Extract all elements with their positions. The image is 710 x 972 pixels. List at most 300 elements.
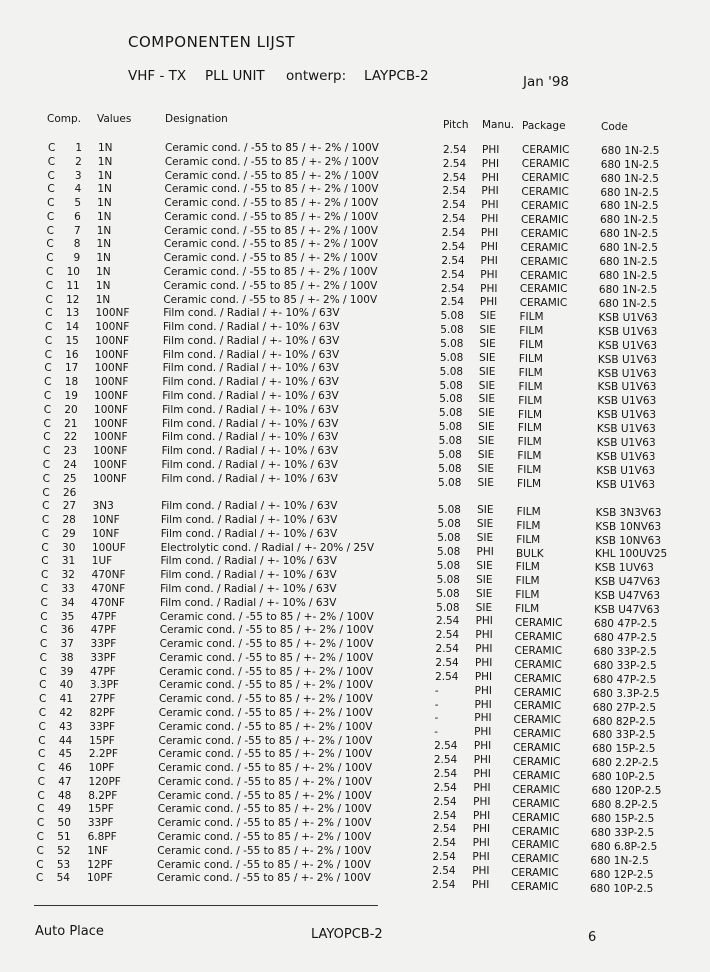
value: 100NF [94, 348, 129, 361]
value: 100NF [94, 390, 129, 403]
value: 2.2PF [88, 748, 118, 761]
designation: Film cond. / Radial / +- 10% / 63V [161, 500, 338, 513]
designation: Film cond. / Radial / +- 10% / 63V [162, 403, 339, 416]
column-header-package: Package [522, 120, 566, 132]
code: KSB U47V63 [594, 576, 661, 589]
comp-prefix: C [41, 555, 49, 568]
value: 6.8PF [87, 831, 117, 843]
manufacturer: PHI [473, 754, 492, 767]
code: 680 33P-2.5 [593, 659, 657, 672]
pitch: 5.08 [436, 559, 461, 572]
comp-prefix: C [46, 252, 54, 265]
designation: Ceramic cond. / -55 to 85 / +- 2% / 100V [164, 224, 378, 237]
package: FILM [517, 422, 542, 435]
comp-prefix: C [36, 844, 44, 857]
package: CERAMIC [512, 811, 560, 824]
comp-prefix: C [42, 472, 50, 485]
code: KHL 100UV25 [594, 548, 668, 561]
package: CERAMIC [521, 172, 570, 185]
designation: Ceramic cond. / -55 to 85 / +- 2% / 100V [158, 775, 372, 788]
comp-prefix: C [44, 376, 52, 389]
comp-number: 28 [62, 514, 76, 527]
column-header-designation: Designation [165, 113, 228, 125]
code: KSB U1V63 [596, 423, 656, 436]
pitch: - [434, 698, 439, 711]
package: CERAMIC [522, 144, 570, 157]
value: 1N [96, 224, 112, 237]
pitch: 5.08 [439, 393, 463, 406]
manufacturer: SIE [477, 504, 494, 517]
package: CERAMIC [513, 686, 562, 699]
value: 3.3PF [89, 679, 119, 692]
package: FILM [516, 533, 541, 546]
code: 680 1N-2.5 [600, 186, 659, 199]
value: 10PF [88, 762, 115, 775]
value: 47PF [90, 610, 117, 623]
value: 1NF [87, 844, 108, 857]
package: CERAMIC [512, 783, 560, 796]
designation: Film cond. / Radial / +- 10% / 63V [161, 445, 339, 458]
designation: Ceramic cond. / -55 to 85 / +- 2% / 100V [164, 210, 379, 223]
comp-number: 38 [60, 651, 74, 664]
designation: Ceramic cond. / -55 to 85 / +- 2% / 100V [157, 789, 372, 802]
manufacturer: PHI [472, 865, 490, 878]
comp-prefix: C [40, 596, 48, 609]
pitch: 2.54 [432, 837, 456, 850]
package: CERAMIC [512, 769, 561, 782]
package: FILM [518, 408, 543, 421]
value: 470NF [91, 596, 126, 609]
manufacturer: PHI [480, 254, 498, 267]
designation: Ceramic cond. / -55 to 85 / +- 2% / 100V [163, 293, 378, 306]
comp-number: 22 [63, 431, 78, 444]
manufacturer: SIE [478, 421, 495, 434]
code: KSB U1V63 [596, 437, 656, 450]
value: 1N [98, 142, 113, 154]
value: 100NF [94, 403, 128, 416]
designation: Film cond. / Radial / +- 10% / 63V [160, 569, 337, 582]
pitch: 2.54 [432, 878, 456, 891]
manufacturer: PHI [472, 851, 490, 864]
comp-prefix: C [42, 458, 51, 471]
comp-number: 50 [57, 817, 71, 830]
comp-number: 15 [65, 334, 79, 347]
pitch: 2.54 [435, 670, 459, 683]
code: KSB 10NV63 [595, 534, 662, 547]
manufacturer: PHI [473, 767, 491, 780]
pitch: 2.54 [432, 823, 457, 836]
pitch: 2.54 [433, 809, 457, 822]
pitch: 2.54 [443, 143, 467, 156]
designation: Ceramic cond. / -55 to 85 / +- 2% / 100V [158, 734, 373, 747]
value: 10NF [92, 514, 120, 527]
comp-number: 23 [63, 445, 78, 458]
manufacturer: SIE [476, 518, 494, 531]
value: 100NF [93, 458, 128, 471]
comp-number: 2 [75, 155, 82, 168]
value: 470NF [91, 569, 126, 582]
comp-number: 18 [64, 376, 79, 389]
manufacturer: PHI [481, 213, 499, 226]
comp-number: 43 [59, 720, 73, 733]
package: CERAMIC [511, 853, 559, 866]
comp-prefix: C [38, 734, 46, 747]
code: 680 33P-2.5 [593, 645, 657, 658]
designation: Ceramic cond. / -55 to 85 / +- 2% / 100V [164, 155, 379, 168]
code: 680 2.2P-2.5 [591, 757, 659, 770]
comp-number: 6 [74, 210, 81, 223]
comp-number: 42 [59, 706, 73, 719]
comp-prefix: C [39, 651, 47, 664]
manufacturer: SIE [479, 337, 496, 350]
code: 680 1N-2.5 [590, 854, 649, 867]
code: 680 47P-2.5 [593, 618, 658, 631]
value: 100NF [93, 472, 127, 485]
comp-prefix: C [47, 169, 55, 182]
pitch: 5.08 [440, 310, 464, 323]
manufacturer: PHI [474, 670, 493, 683]
code: 680 33P-2.5 [592, 729, 656, 742]
comp-number: 35 [60, 610, 75, 623]
manufacturer: SIE [476, 573, 493, 586]
designation: Film cond. / Radial / +- 10% / 63V [162, 376, 339, 389]
comp-prefix: C [45, 293, 53, 306]
manufacturer: PHI [481, 171, 499, 184]
designation: Ceramic cond. / -55 to 85 / +- 2% / 100V [159, 624, 374, 637]
manufacturer: SIE [478, 379, 496, 392]
manufacturer: SIE [477, 476, 494, 489]
designation: Film cond. / Radial / +- 10% / 63V [163, 307, 340, 320]
package: CERAMIC [513, 742, 561, 755]
designation: Film cond. / Radial / +- 10% / 63V [162, 362, 339, 375]
code: 680 8.2P-2.5 [591, 799, 658, 812]
comp-prefix: C [40, 610, 48, 623]
designation: Film cond. / Radial / +- 10% / 63V [160, 527, 338, 540]
pitch: 5.08 [438, 421, 463, 434]
comp-number: 37 [60, 638, 74, 651]
column-header-manu: Manu. [482, 119, 515, 131]
manufacturer: SIE [478, 393, 495, 406]
package: FILM [518, 366, 543, 379]
package: CERAMIC [519, 283, 568, 296]
designation: Ceramic cond. / -55 to 85 / +- 2% / 100V [164, 169, 379, 182]
code: KSB U1V63 [597, 367, 657, 380]
manufacturer: PHI [472, 823, 491, 836]
value: 27PF [89, 693, 116, 706]
manufacturer: PHI [474, 726, 492, 739]
comp-number: 4 [74, 183, 82, 196]
comp-number: 29 [62, 527, 76, 540]
value: 33PF [87, 817, 114, 830]
manufacturer: PHI [473, 740, 492, 753]
pitch: 2.54 [441, 254, 465, 267]
manufacturer: PHI [472, 837, 490, 850]
comp-prefix: C [39, 679, 47, 692]
manufacturer: SIE [477, 462, 495, 475]
manufacturer: PHI [480, 227, 499, 240]
comp-prefix: C [45, 321, 53, 334]
comp-prefix: C [41, 514, 50, 527]
package: FILM [519, 339, 544, 351]
code: 680 12P-2.5 [590, 868, 654, 881]
comp-prefix: C [36, 872, 44, 885]
package: CERAMIC [520, 255, 568, 268]
pitch: 5.08 [439, 365, 464, 378]
code: 680 1N-2.5 [598, 297, 658, 310]
comp-prefix: C [43, 445, 51, 458]
comp-prefix: C [37, 775, 45, 788]
package: FILM [518, 394, 543, 407]
code: 680 3.3P-2.5 [592, 687, 660, 700]
manufacturer: PHI [475, 656, 493, 669]
pitch: 2.54 [433, 754, 458, 767]
pitch: 5.08 [439, 351, 464, 364]
code: KSB U1V63 [598, 339, 658, 352]
package: BULK [515, 547, 544, 560]
package: FILM [515, 561, 540, 574]
comp-number: 5 [74, 197, 82, 210]
pitch: 2.54 [435, 629, 460, 642]
designation: Ceramic cond. / -55 to 85 / +- 2% / 100V [157, 872, 371, 885]
manufacturer: PHI [480, 282, 498, 295]
value: 8.2PF [88, 789, 118, 802]
code: 680 15P-2.5 [591, 812, 655, 825]
comp-number: 17 [65, 362, 79, 375]
manufacturer: PHI [482, 143, 500, 156]
comp-number: 49 [57, 803, 72, 816]
pitch: 5.08 [438, 476, 462, 489]
designation: Ceramic cond. / -55 to 85 / +- 2% / 100V [159, 610, 374, 623]
pitch: 5.08 [438, 462, 462, 475]
comp-prefix: C [43, 431, 51, 444]
package: CERAMIC [512, 756, 561, 768]
pitch: 5.08 [440, 324, 464, 337]
comp-prefix: C [39, 665, 47, 678]
code: 680 1N-2.5 [599, 270, 658, 283]
package: FILM [516, 519, 541, 532]
value: 1N [96, 210, 112, 223]
comp-prefix: C [40, 569, 49, 582]
code: 680 1N-2.5 [599, 256, 658, 269]
package: FILM [517, 478, 542, 490]
package: FILM [516, 505, 541, 518]
designation: Ceramic cond. / -55 to 85 / +- 2% / 100V [157, 817, 372, 830]
pitch: 2.54 [434, 740, 458, 753]
package: CERAMIC [511, 867, 559, 880]
package: FILM [515, 589, 540, 602]
comp-number: 39 [60, 665, 74, 678]
designation: Film cond. / Radial / +- 10% / 63V [161, 458, 338, 471]
manufacturer: PHI [473, 781, 491, 794]
code: 680 1N-2.5 [600, 158, 660, 171]
code: 680 1N-2.5 [600, 172, 659, 185]
manufacturer: PHI [481, 199, 499, 212]
pitch: 5.08 [436, 601, 460, 614]
manufacturer: SIE [478, 407, 495, 420]
page-title: COMPONENTEN LIJST [128, 33, 296, 51]
designation: Film cond. / Radial / +- 10% / 63V [160, 596, 337, 609]
comp-number: 34 [61, 596, 75, 609]
document-date: Jan '98 [523, 74, 569, 90]
designation: Ceramic cond. / -55 to 85 / +- 2% / 100V [158, 720, 373, 733]
comp-number: 44 [58, 734, 73, 747]
designation: Ceramic cond. / -55 to 85 / +- 2% / 100V [158, 748, 373, 761]
comp-number: 48 [57, 789, 72, 802]
manufacturer: PHI [474, 684, 492, 697]
package: CERAMIC [521, 186, 569, 199]
pitch: 2.54 [433, 781, 457, 794]
comp-number: 26 [62, 486, 77, 499]
code: KSB U1V63 [596, 451, 656, 464]
value: 1N [97, 169, 113, 182]
comp-prefix: C [40, 582, 49, 595]
manufacturer: PHI [475, 629, 493, 642]
column-header-pitch: Pitch [443, 119, 469, 131]
manufacturer: PHI [475, 643, 493, 656]
manufacturer: PHI [479, 296, 498, 309]
package: CERAMIC [513, 728, 561, 741]
pitch: 5.08 [439, 379, 463, 392]
manufacturer: PHI [474, 712, 492, 725]
comp-number: 9 [73, 252, 81, 265]
value: 33PF [90, 638, 117, 651]
value: 100NF [94, 376, 129, 389]
code: 680 82P-2.5 [592, 715, 656, 728]
designation: Ceramic cond. / -55 to 85 / +- 2% / 100V [157, 831, 372, 843]
comp-prefix: C [38, 693, 47, 706]
designation: Film cond. / Radial / +- 10% / 63V [162, 334, 340, 347]
comp-number: 47 [58, 775, 72, 788]
comp-number: 32 [61, 569, 75, 582]
designation: Ceramic cond. / -55 to 85 / +- 2% / 100V [163, 279, 378, 292]
comp-number: 3 [74, 169, 82, 182]
value: 1N [95, 279, 111, 292]
comp-prefix: C [41, 541, 49, 554]
comp-number: 11 [66, 279, 80, 292]
manufacturer: SIE [478, 435, 495, 448]
value: 100NF [93, 445, 128, 458]
pitch: 5.08 [436, 587, 460, 600]
comp-number: 30 [62, 541, 76, 554]
comp-prefix: C [45, 279, 54, 292]
comp-number: 40 [59, 679, 74, 692]
comp-number: 51 [57, 831, 71, 843]
manufacturer: SIE [479, 351, 496, 364]
designation: Ceramic cond. / -55 to 85 / +- 2% / 100V [164, 197, 379, 210]
manufacturer: PHI [472, 809, 491, 822]
code: 680 1N-2.5 [599, 228, 659, 241]
package: CERAMIC [521, 200, 569, 212]
column-header-comp: Comp. [47, 113, 81, 125]
code: 680 47P-2.5 [593, 632, 658, 644]
designation: Electrolytic cond. / Radial / +- 20% / 25V [160, 541, 375, 554]
comp-number: 53 [56, 858, 71, 871]
code: KSB U47V63 [594, 590, 661, 603]
pitch: 2.54 [435, 656, 459, 669]
designation: Film cond. / Radial / +- 10% / 63V [160, 555, 337, 568]
manufacturer: PHI [480, 268, 498, 281]
code: KSB U47V63 [594, 604, 660, 617]
package: CERAMIC [513, 714, 561, 727]
pitch: 2.54 [442, 171, 466, 184]
package: CERAMIC [520, 269, 568, 282]
comp-prefix: C [43, 403, 52, 416]
package: CERAMIC [514, 617, 563, 629]
code: KSB U1V63 [596, 478, 656, 491]
comp-prefix: C [44, 348, 52, 361]
comp-prefix: C [38, 720, 46, 733]
pitch: 2.54 [432, 865, 456, 878]
comp-prefix: C [38, 748, 46, 761]
comp-prefix: C [43, 417, 51, 430]
pitch: 5.08 [440, 337, 464, 350]
code: 680 47P-2.5 [593, 673, 657, 686]
comp-number: 52 [57, 844, 71, 857]
module-label: PLL UNIT [205, 68, 265, 84]
comp-prefix: C [45, 266, 54, 279]
manufacturer: PHI [481, 185, 499, 198]
manufacturer: SIE [476, 559, 493, 572]
designation: Film cond. / Radial / +- 10% / 63V [163, 321, 340, 334]
value: 12PF [87, 858, 113, 871]
code: 680 33P-2.5 [590, 826, 655, 839]
manufacturer: SIE [477, 448, 495, 461]
code: KSB U1V63 [598, 311, 658, 324]
value: 100NF [95, 307, 130, 320]
comp-number: 46 [58, 762, 72, 775]
value: 1UF [91, 555, 113, 568]
comp-number: 21 [64, 417, 78, 430]
code: KSB 3N3V63 [595, 506, 662, 519]
manufacturer: SIE [475, 601, 493, 614]
comp-prefix: C [43, 390, 52, 403]
comp-prefix: C [41, 527, 49, 540]
comp-number: 1 [75, 142, 82, 154]
pitch: 2.54 [442, 157, 467, 170]
code: KSB U1V63 [597, 381, 657, 394]
pitch: 2.54 [433, 767, 458, 780]
package: CERAMIC [514, 658, 562, 671]
designation: Ceramic cond. / -55 to 85 / +- 2% / 100V [157, 844, 372, 857]
code: 680 1N-2.5 [601, 144, 660, 157]
package: FILM [517, 436, 542, 449]
comp-prefix: C [48, 142, 56, 154]
comp-number: 20 [64, 403, 78, 416]
package: CERAMIC [514, 644, 563, 657]
manufacturer: PHI [472, 878, 490, 891]
designation: Ceramic cond. / -55 to 85 / +- 2% / 100V [158, 706, 373, 719]
package: FILM [515, 603, 540, 616]
manufacturer: SIE [478, 365, 496, 378]
designation: Ceramic cond. / -55 to 85 / +- 2% / 100V [159, 651, 374, 664]
pitch: 2.54 [442, 199, 466, 212]
manufacturer: SIE [476, 532, 494, 545]
code: 680 15P-2.5 [592, 743, 656, 756]
designation: Ceramic cond. / -55 to 85 / +- 2% / 100V [163, 238, 378, 251]
manufacturer: PHI [475, 615, 493, 628]
code: KSB U1V63 [596, 464, 656, 477]
comp-prefix: C [36, 817, 45, 830]
value: 100NF [95, 334, 130, 347]
designation: Film cond. / Radial / +- 10% / 63V [161, 431, 339, 444]
comp-prefix: C [42, 486, 50, 499]
comp-number: 27 [62, 500, 77, 513]
comp-number: 14 [65, 321, 80, 334]
comp-number: 12 [66, 293, 80, 306]
manufacturer: SIE [479, 324, 496, 337]
comp-prefix: C [46, 210, 55, 223]
comp-number: 25 [63, 472, 77, 485]
